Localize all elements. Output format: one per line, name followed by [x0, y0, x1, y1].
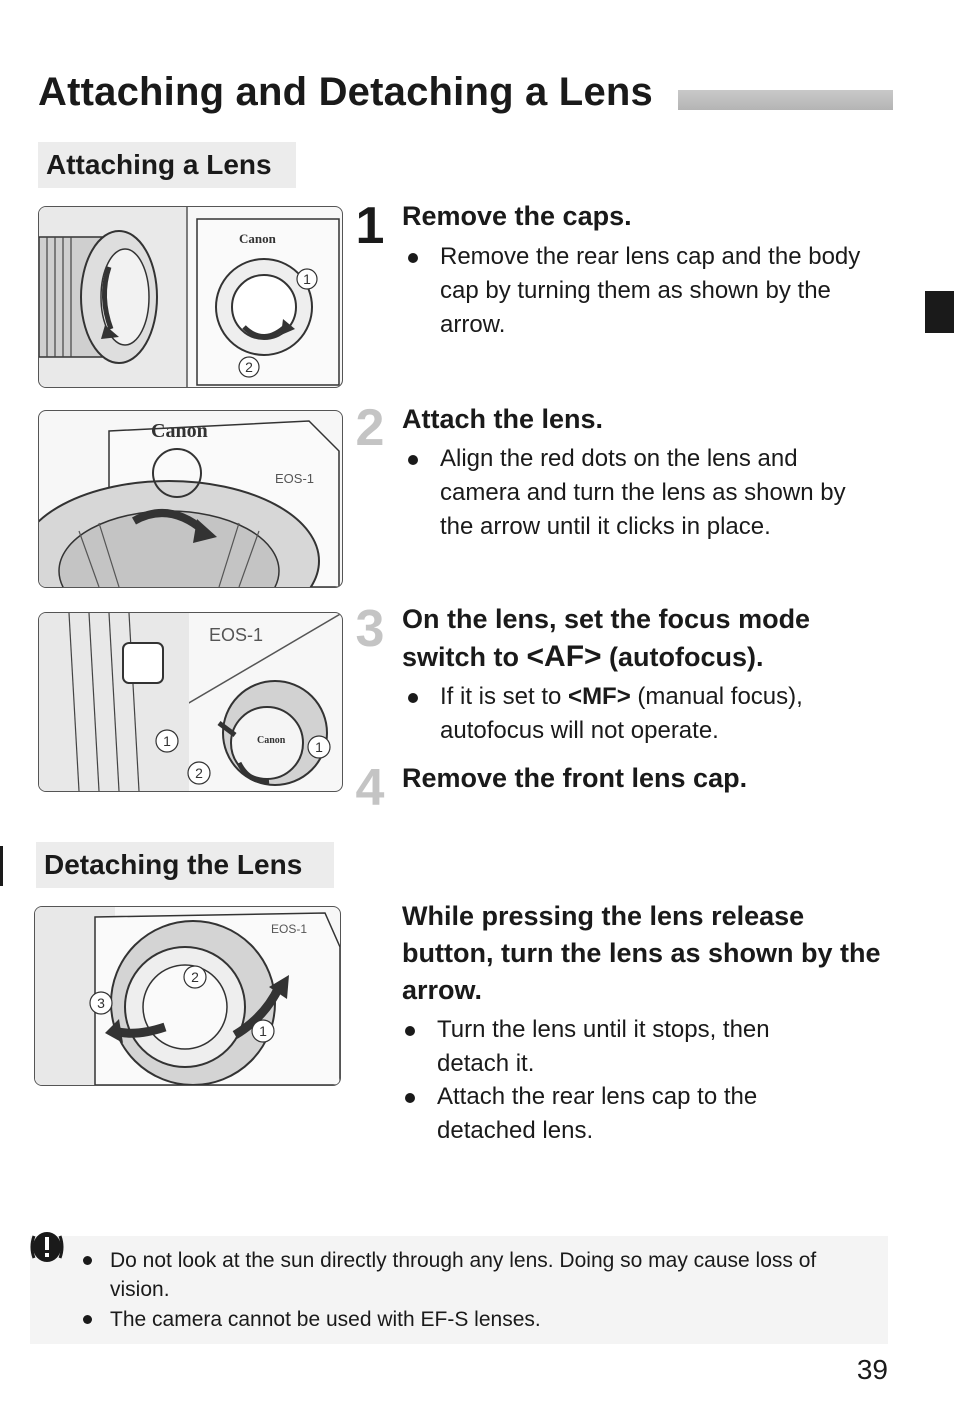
- step-title-4: Remove the front lens cap.: [402, 763, 748, 793]
- step-number-4: 4: [355, 759, 385, 817]
- figure-brand-label-3: Canon: [257, 735, 286, 746]
- figure-attach-lens: [38, 410, 343, 588]
- figure-callout-1d: 1: [259, 1023, 267, 1039]
- detach-bullet-1: Turn the lens until it stops, then detach it.: [437, 1013, 837, 1081]
- illustration-caps: [39, 207, 342, 387]
- detach-title: While pressing the lens release button, turn the lens as shown by the arrow.: [402, 901, 881, 1005]
- illustration-focus: [39, 613, 342, 791]
- step-number-3: 3: [355, 600, 385, 658]
- chapter-tab: [925, 291, 954, 333]
- section-marker: [0, 846, 3, 886]
- section-heading-detaching: Detaching the Lens: [36, 842, 334, 888]
- figure-detach-lens: [34, 906, 341, 1086]
- caution-icon: [30, 1230, 64, 1264]
- figure-model-label: EOS-1: [275, 471, 315, 486]
- page-number: 39: [856, 1354, 888, 1385]
- step-1-bullet: Remove the rear lens cap and the body cap by turning them as shown by the arrow.: [440, 240, 880, 342]
- page-title: Attaching and Detaching a Lens: [38, 70, 653, 114]
- step-number-2: 2: [355, 399, 385, 457]
- step-3-bullet-suffix: (manual focus), autofocus will not operate.: [440, 683, 803, 744]
- figure-callout-1b: 1: [163, 733, 171, 749]
- step-2-bullet: Align the red dots on the lens and camera and turn the lens as shown by the arrow until it clicks in place.: [440, 442, 880, 544]
- caution-item-1: Do not look at the sun directly through any lens. Doing so may cause loss of vision.: [110, 1246, 850, 1304]
- figure-callout-2c: 2: [191, 969, 199, 985]
- illustration-detach: [35, 907, 340, 1085]
- step-title-2: Attach the lens.: [402, 404, 604, 434]
- step-title-3: [402, 601, 872, 676]
- camera-body-illustration: [197, 219, 339, 385]
- step-3-title-prefix: On the lens, set the focus mode switch to: [402, 604, 811, 672]
- figure-remove-caps: [38, 206, 343, 388]
- figure-model-label-3: EOS-1: [271, 922, 308, 936]
- figure-brand-label: Canon: [239, 231, 276, 246]
- step-title-1: Remove the caps.: [402, 201, 632, 231]
- step-3-bullet-prefix: If it is set to: [440, 683, 569, 710]
- lens-illustration: [39, 231, 157, 363]
- detach-bullet-2: Attach the rear lens cap to the detached lens.: [437, 1080, 837, 1148]
- figure-callout-1c: 1: [315, 739, 323, 755]
- illustration-attach: [39, 411, 342, 587]
- figure-callout-2: 2: [245, 359, 253, 375]
- af-mode-label: <AF>: [526, 640, 602, 673]
- figure-callout-2b: 2: [195, 765, 203, 781]
- step-3-bullet: [440, 680, 880, 748]
- figure-focus-mode-and-front-cap: [38, 612, 343, 792]
- mf-mode-label: <MF>: [568, 683, 631, 710]
- step-3-title-suffix: (autofocus).: [601, 642, 764, 672]
- step-number-1: 1: [355, 197, 385, 255]
- figure-brand-label-2: Canon: [151, 420, 208, 442]
- section-heading-attaching: Attaching a Lens: [38, 142, 296, 188]
- figure-model-label-2: EOS-1: [209, 625, 264, 645]
- figure-callout-3: 3: [97, 995, 105, 1011]
- title-rule: [678, 90, 893, 110]
- figure-callout-1: 1: [303, 271, 311, 287]
- caution-item-2: The camera cannot be used with EF-S lenses.: [110, 1305, 850, 1334]
